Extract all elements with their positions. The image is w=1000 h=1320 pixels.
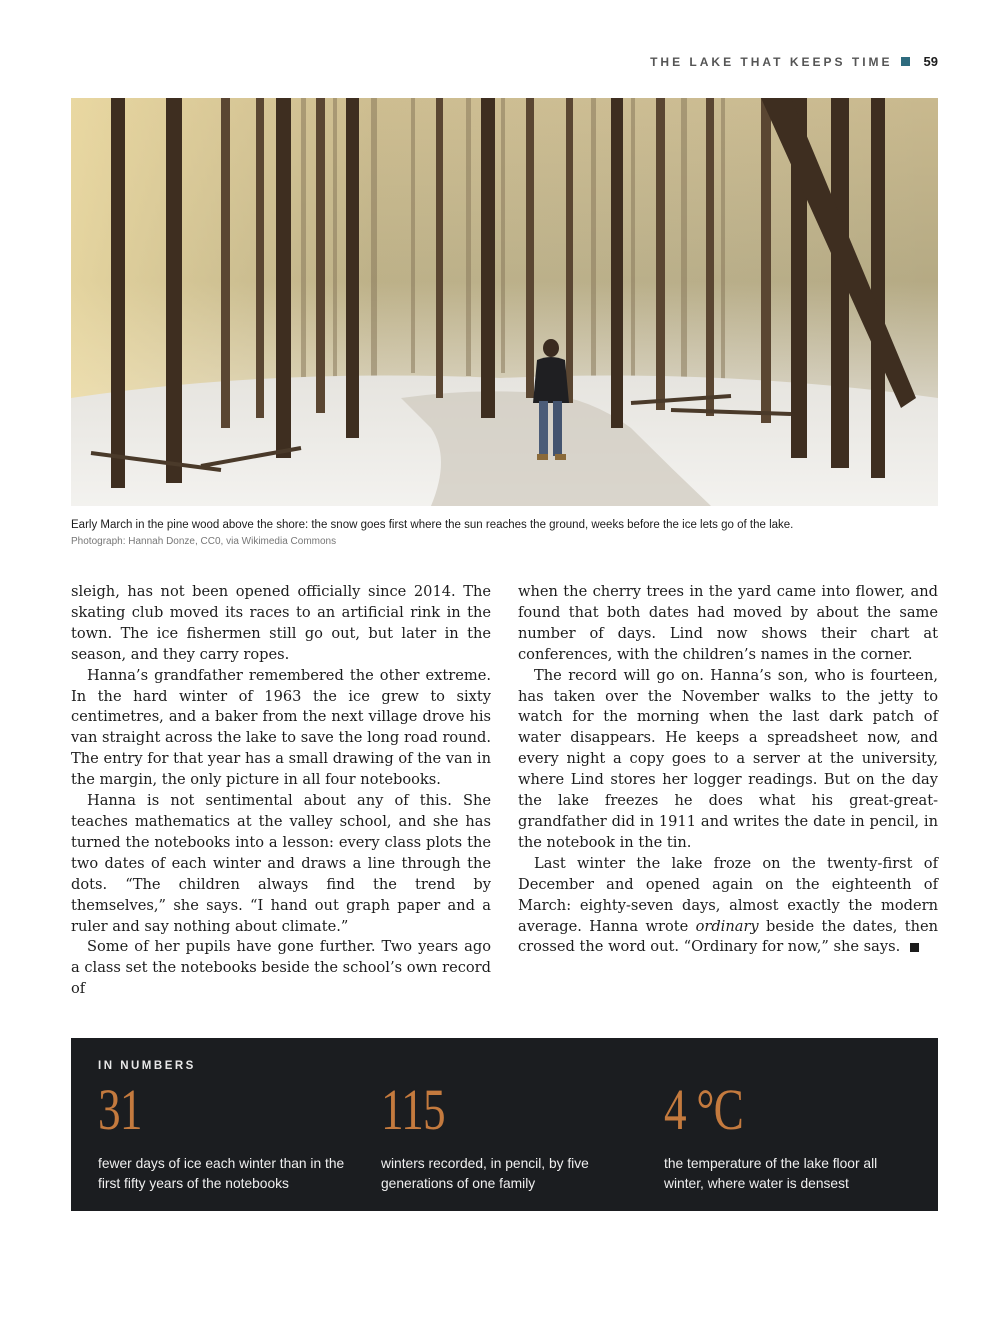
photo-caption bbox=[71, 518, 938, 547]
in-numbers-box bbox=[71, 1038, 938, 1211]
final-paragraph-text: Last winter the lake froze on the twenty-first of December and opened again on the eighteenth of March: eighty-seven days, almost exactly the modern average. Hanna wrote bbox=[518, 854, 938, 935]
forest-photograph bbox=[71, 98, 938, 506]
stat-item bbox=[381, 1078, 631, 1194]
stat-description: winters recorded, in pencil, by five generations of one family bbox=[381, 1156, 589, 1191]
paragraph: Hanna’s grandfather remembered the other extreme. In the hard winter of 1963 the ice grew to sixty centimetres, and a baker from the next village drove his van straight across the lake to save the long road round. The entry for that year has a small drawing of the van in the margin, the only picture in all four notebooks. bbox=[71, 666, 491, 789]
stat-number: 4 °C bbox=[664, 1077, 744, 1142]
article-column-left bbox=[71, 582, 491, 1000]
stat-number: 115 bbox=[381, 1077, 445, 1142]
paragraph: when the cherry trees in the yard came into flower, and found that both dates had moved by about the same number of days. Lind now shows their chart at conferences, with the children’s names in the corner. bbox=[518, 583, 938, 663]
italic-word: ordinary bbox=[695, 917, 759, 935]
paragraph: The record will go on. Hanna’s son, who is fourteen, has taken over the November walks to the jetty to watch for the morning when the last dark patch of water disappears. He keeps a spreadsheet now, and every night a copy goes to a server at the university, where Lind stores her logger readings. But on the day the lake freezes he does what his great-great-grandfather did in 1911 and writes the date in pencil, in the notebook in the tin. bbox=[518, 666, 938, 851]
section-marker-square bbox=[901, 57, 910, 66]
paragraph: sleigh, has not been opened officially since 2014. The skating club moved its races to an artificial rink in the town. The ice fishermen still go out, but later in the season, and they carry ropes. bbox=[71, 583, 491, 663]
stat-number: 31 bbox=[98, 1077, 142, 1142]
article-column-right bbox=[518, 582, 938, 958]
stat-item bbox=[98, 1078, 348, 1194]
page-number: 59 bbox=[923, 54, 938, 69]
stat-description: fewer days of ice each winter than in the first fifty years of the notebooks bbox=[98, 1156, 345, 1191]
in-numbers-label: IN NUMBERS bbox=[98, 1060, 196, 1072]
stat-item bbox=[664, 1078, 914, 1194]
running-head bbox=[650, 54, 938, 69]
caption-text: Early March in the pine wood above the shore: the snow goes first where the sun reaches the ground, weeks before the ice lets go of the lake. bbox=[71, 519, 794, 531]
end-of-article-mark bbox=[910, 943, 919, 952]
paragraph: Some of her pupils have gone further. Two years ago a class set the notebooks beside the school’s own record of bbox=[71, 938, 491, 998]
forest-scene-illustration bbox=[71, 98, 938, 506]
final-paragraph-text-end: beside the dates, then crossed the word out. “Ordinary for now,” she says. bbox=[518, 917, 938, 956]
photo-credit: Photograph: Hannah Donze, CC0, via Wikimedia Commons bbox=[71, 536, 337, 547]
final-paragraph bbox=[518, 854, 938, 959]
section-title: THE LAKE THAT KEEPS TIME bbox=[650, 54, 893, 69]
stat-description: the temperature of the lake floor all winter, where water is densest bbox=[664, 1156, 878, 1191]
paragraph: Hanna is not sentimental about any of this. She teaches mathematics at the valley school, and she has turned the notebooks into a lesson: every class plots the two dates of each winter and draws a line through the dots. “The children always find the trend by themselves,” she says. “I hand out graph paper and a ruler and say nothing about climate.” bbox=[71, 792, 491, 935]
